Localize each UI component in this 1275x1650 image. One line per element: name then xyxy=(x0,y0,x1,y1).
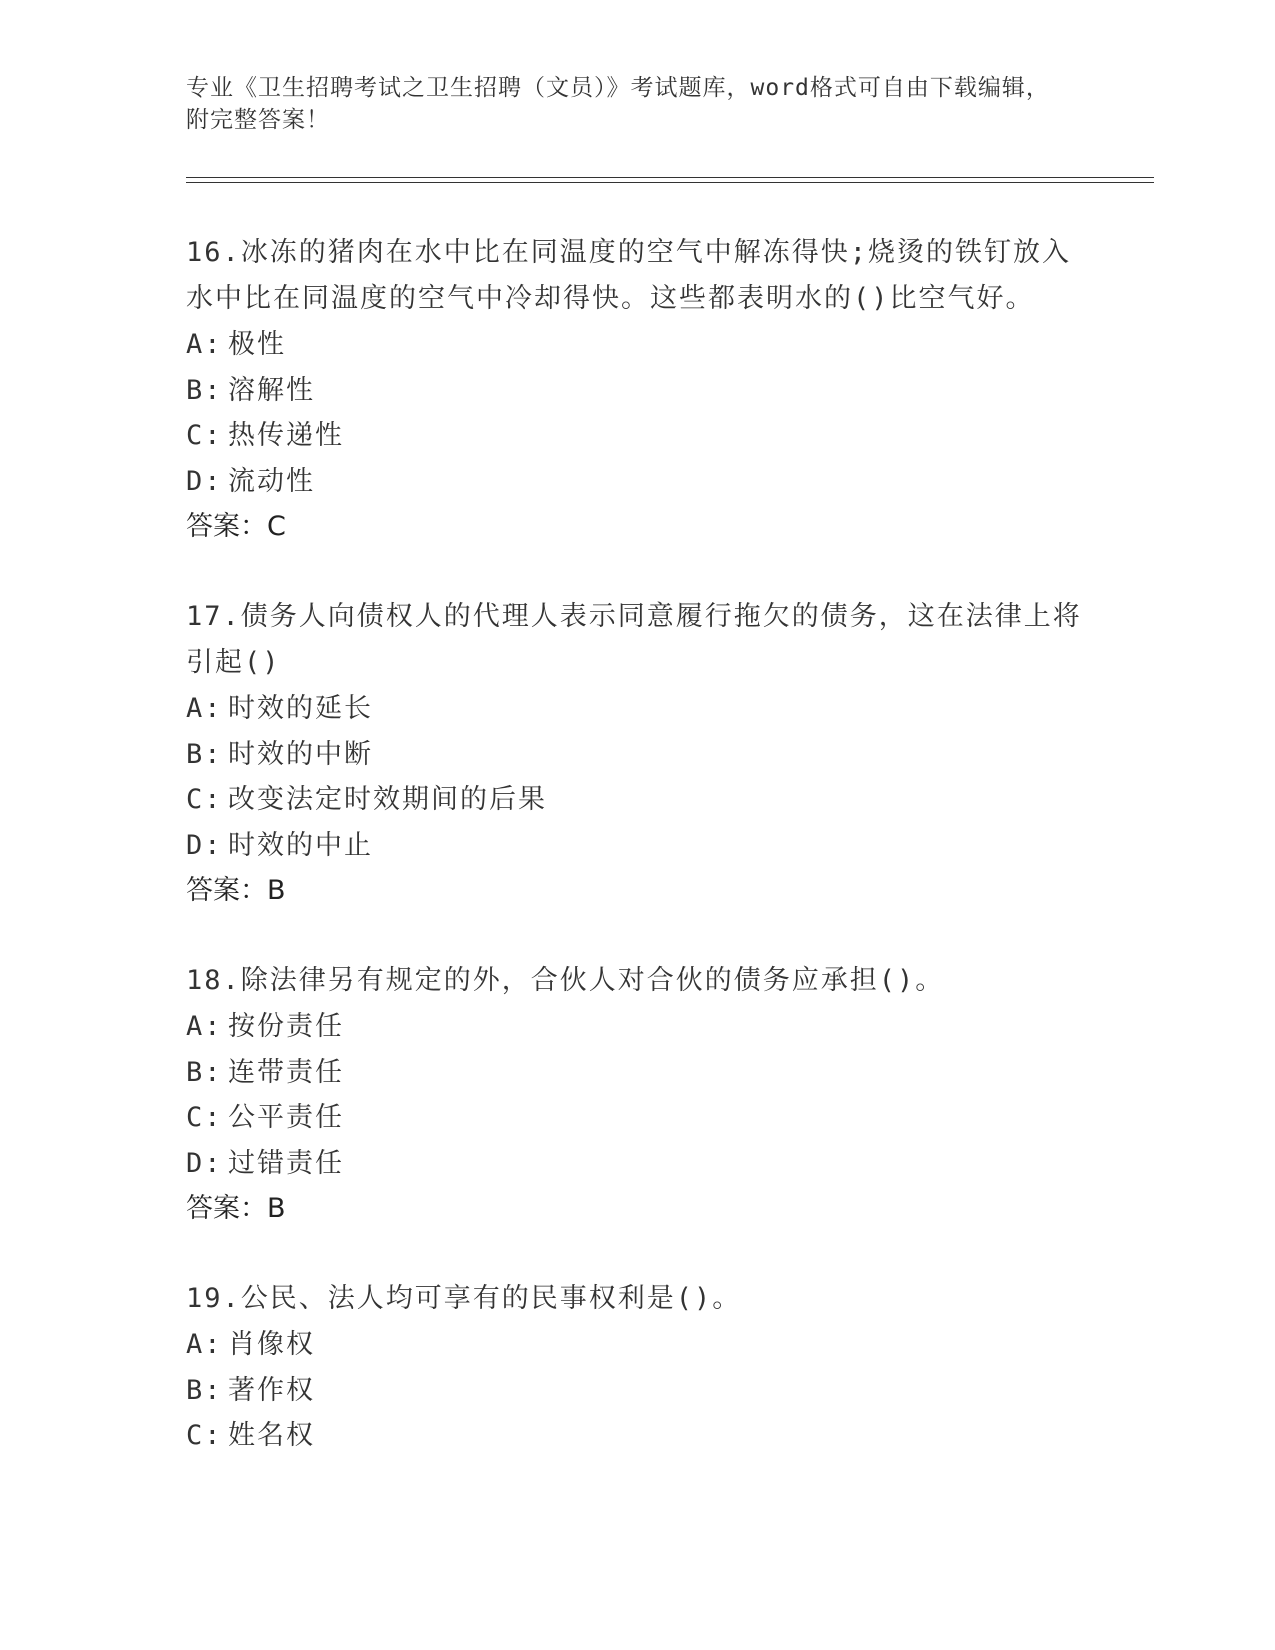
answer: 答案：C xyxy=(186,511,286,542)
option-c xyxy=(186,1095,1086,1141)
option-key: C: xyxy=(186,784,223,815)
answer: 答案：B xyxy=(186,1193,286,1224)
option-a xyxy=(186,686,1086,732)
option-c xyxy=(186,413,1086,459)
option-text: 极性 xyxy=(228,329,286,360)
option-key: B: xyxy=(186,1374,223,1406)
question-18 xyxy=(186,958,1086,1232)
option-b xyxy=(186,1050,1086,1096)
option-text: 著作权 xyxy=(228,1374,315,1406)
option-d xyxy=(186,459,1086,505)
question-17 xyxy=(186,594,1086,914)
option-c xyxy=(186,1413,1086,1459)
option-d xyxy=(186,823,1086,869)
option-key: C: xyxy=(186,1102,223,1133)
option-key: B: xyxy=(186,738,223,770)
question-stem: 18.除法律另有规定的外，合伙人对合伙的债务应承担()。 xyxy=(186,965,945,996)
option-text: 溶解性 xyxy=(228,374,315,406)
option-text: 姓名权 xyxy=(228,1420,315,1451)
option-key: A: xyxy=(186,693,223,724)
option-text: 肖像权 xyxy=(228,1329,315,1360)
option-text: 流动性 xyxy=(228,465,315,497)
option-key: D: xyxy=(186,465,223,497)
option-text: 改变法定时效期间的后果 xyxy=(228,784,547,815)
document-header: 专业《卫生招聘考试之卫生招聘（文员）》考试题库，word格式可自由下载编辑，附完整答案！ xyxy=(186,75,1050,133)
option-text: 时效的延长 xyxy=(228,693,373,724)
option-text: 公平责任 xyxy=(228,1102,344,1133)
option-b xyxy=(186,368,1086,414)
option-a xyxy=(186,1322,1086,1368)
question-stem: 16.冰冻的猪肉在水中比在同温度的空气中解冻得快;烧烫的铁钉放入水中比在同温度的空气中冷却得快。这些都表明水的()比空气好。 xyxy=(186,237,1072,314)
option-c xyxy=(186,777,1086,823)
option-key: A: xyxy=(186,1329,223,1360)
option-a xyxy=(186,1004,1086,1050)
option-text: 按份责任 xyxy=(228,1011,344,1042)
option-a xyxy=(186,322,1086,368)
answer: 答案：B xyxy=(186,875,286,906)
question-19 xyxy=(186,1276,1086,1459)
question-stem: 19.公民、法人均可享有的民事权利是()。 xyxy=(186,1283,742,1314)
option-key: A: xyxy=(186,1011,223,1042)
option-key: C: xyxy=(186,420,223,451)
option-key: D: xyxy=(186,1147,223,1179)
option-b xyxy=(186,1368,1086,1414)
option-b xyxy=(186,732,1086,778)
question-16 xyxy=(186,230,1086,550)
option-key: B: xyxy=(186,1056,223,1088)
option-text: 时效的中断 xyxy=(228,738,373,770)
question-list xyxy=(186,230,1086,1503)
option-key: B: xyxy=(186,374,223,406)
option-key: C: xyxy=(186,1420,223,1451)
option-text: 热传递性 xyxy=(228,420,344,451)
option-key: D: xyxy=(186,829,223,861)
option-text: 连带责任 xyxy=(228,1056,344,1088)
option-text: 过错责任 xyxy=(228,1147,344,1179)
question-stem: 17.债务人向债权人的代理人表示同意履行拖欠的债务，这在法律上将引起() xyxy=(186,601,1082,678)
header-rule-top xyxy=(186,177,1154,178)
option-text: 时效的中止 xyxy=(228,829,373,861)
option-key: A: xyxy=(186,329,223,360)
option-d xyxy=(186,1141,1086,1187)
header-rule-bottom xyxy=(186,182,1154,183)
